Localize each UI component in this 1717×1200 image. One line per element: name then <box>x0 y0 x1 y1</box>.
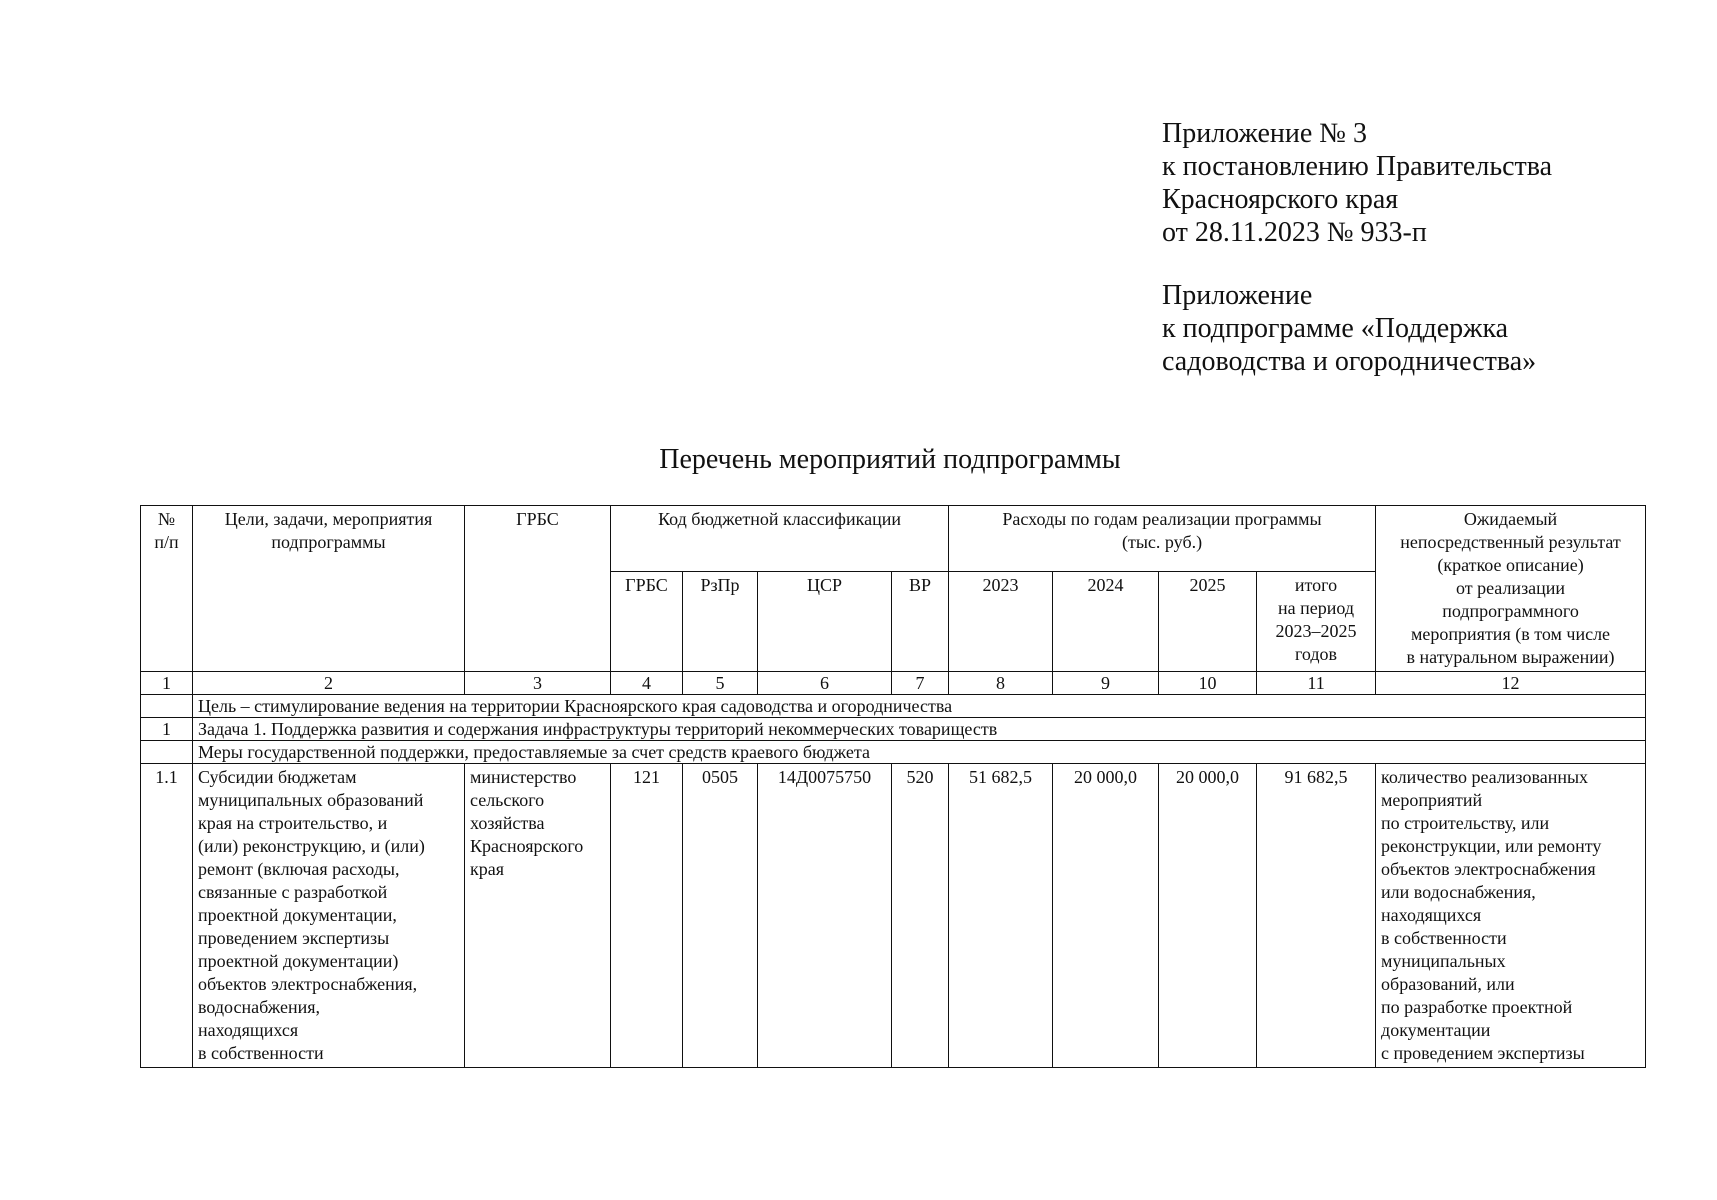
subheader-grbs: ГРБС <box>611 572 683 672</box>
subheader-2023: 2023 <box>949 572 1053 672</box>
subheader-rzpr: РзПр <box>683 572 758 672</box>
appendix-line: к постановлению Правительства <box>1162 151 1553 182</box>
header-result: Ожидаемый непосредственный результат (краткое описание) от реализации подпрограммного мероприятия (в том числе в натуральном выражении) <box>1376 506 1646 672</box>
item-total: 91 682,5 <box>1257 764 1376 1068</box>
column-number: 1 <box>141 672 193 695</box>
table-row <box>141 764 1646 1068</box>
item-name: Субсидии бюджетам муниципальных образований края на строительство, и (или) реконструкцию, и (или) ремонт (включая расходы, связанные с разработкой проектной документации, проведением экспертизы проектной документации) объектов электроснабжения, водоснабжения, находящихся в собственности <box>193 764 465 1068</box>
item-num: 1.1 <box>141 764 193 1068</box>
subheader-total: итого на период 2023–2025 годов <box>1257 572 1376 672</box>
column-number: 12 <box>1376 672 1646 695</box>
subheader-vr: ВР <box>892 572 949 672</box>
appendix-line: Красноярского края <box>1162 184 1399 215</box>
column-number: 5 <box>683 672 758 695</box>
document-title: Перечень мероприятий подпрограммы <box>659 444 1121 475</box>
task-text: Задача 1. Поддержка развития и содержания инфраструктуры территорий некоммерческих товариществ <box>193 718 1646 741</box>
item-2024: 20 000,0 <box>1053 764 1159 1068</box>
column-number: 3 <box>465 672 611 695</box>
subprogram-appendix-header <box>1162 279 1536 378</box>
header-grbs-name: ГРБС <box>465 506 611 672</box>
column-number: 11 <box>1257 672 1376 695</box>
task-row <box>141 718 1646 741</box>
item-vr: 520 <box>892 764 949 1068</box>
task-num: 1 <box>141 718 193 741</box>
header-goals: Цели, задачи, мероприятия подпрограммы <box>193 506 465 672</box>
measures-row-num <box>141 741 193 764</box>
measures-row <box>141 741 1646 764</box>
item-rzpr: 0505 <box>683 764 758 1068</box>
column-number: 2 <box>193 672 465 695</box>
column-number: 6 <box>758 672 892 695</box>
item-csr: 14Д0075750 <box>758 764 892 1068</box>
subheader-csr: ЦСР <box>758 572 892 672</box>
goal-row-num <box>141 695 193 718</box>
item-grbs: 121 <box>611 764 683 1068</box>
subheader-2025: 2025 <box>1159 572 1257 672</box>
column-number: 7 <box>892 672 949 695</box>
item-2023: 51 682,5 <box>949 764 1053 1068</box>
column-number: 10 <box>1159 672 1257 695</box>
goal-text: Цель – стимулирование ведения на территории Красноярского края садоводства и огородничества <box>193 695 1646 718</box>
item-2025: 20 000,0 <box>1159 764 1257 1068</box>
subheader-2024: 2024 <box>1053 572 1159 672</box>
appendix-line: к подпрограмме «Поддержка <box>1162 313 1509 344</box>
column-number: 4 <box>611 672 683 695</box>
header-num: № п/п <box>141 506 193 672</box>
appendix-line: от 28.11.2023 № 933-п <box>1162 217 1427 248</box>
item-result: количество реализованных мероприятий по строительству, или реконструкции, или ремонту объектов электроснабжения или водоснабжения, находящихся в собственности муниципальных образований, или по разработке проектной документации с проведением экспертизы <box>1376 764 1646 1068</box>
column-number-row <box>141 672 1646 695</box>
appendix-line: Приложение <box>1162 280 1313 311</box>
item-grbs-name: министерство сельского хозяйства Красноярского края <box>465 764 611 1068</box>
appendix-line: Приложение № 3 <box>1162 118 1367 149</box>
header-row <box>141 506 1646 572</box>
header-kbk: Код бюджетной классификации <box>611 506 949 572</box>
goal-row <box>141 695 1646 718</box>
appendix-line: садоводства и огородничества» <box>1162 346 1537 377</box>
appendix-header <box>1162 117 1552 249</box>
measures-table <box>140 505 1646 1068</box>
header-expenses: Расходы по годам реализации программы (тыс. руб.) <box>949 506 1376 572</box>
column-number: 8 <box>949 672 1053 695</box>
column-number: 9 <box>1053 672 1159 695</box>
measures-text: Меры государственной поддержки, предоставляемые за счет средств краевого бюджета <box>193 741 1646 764</box>
